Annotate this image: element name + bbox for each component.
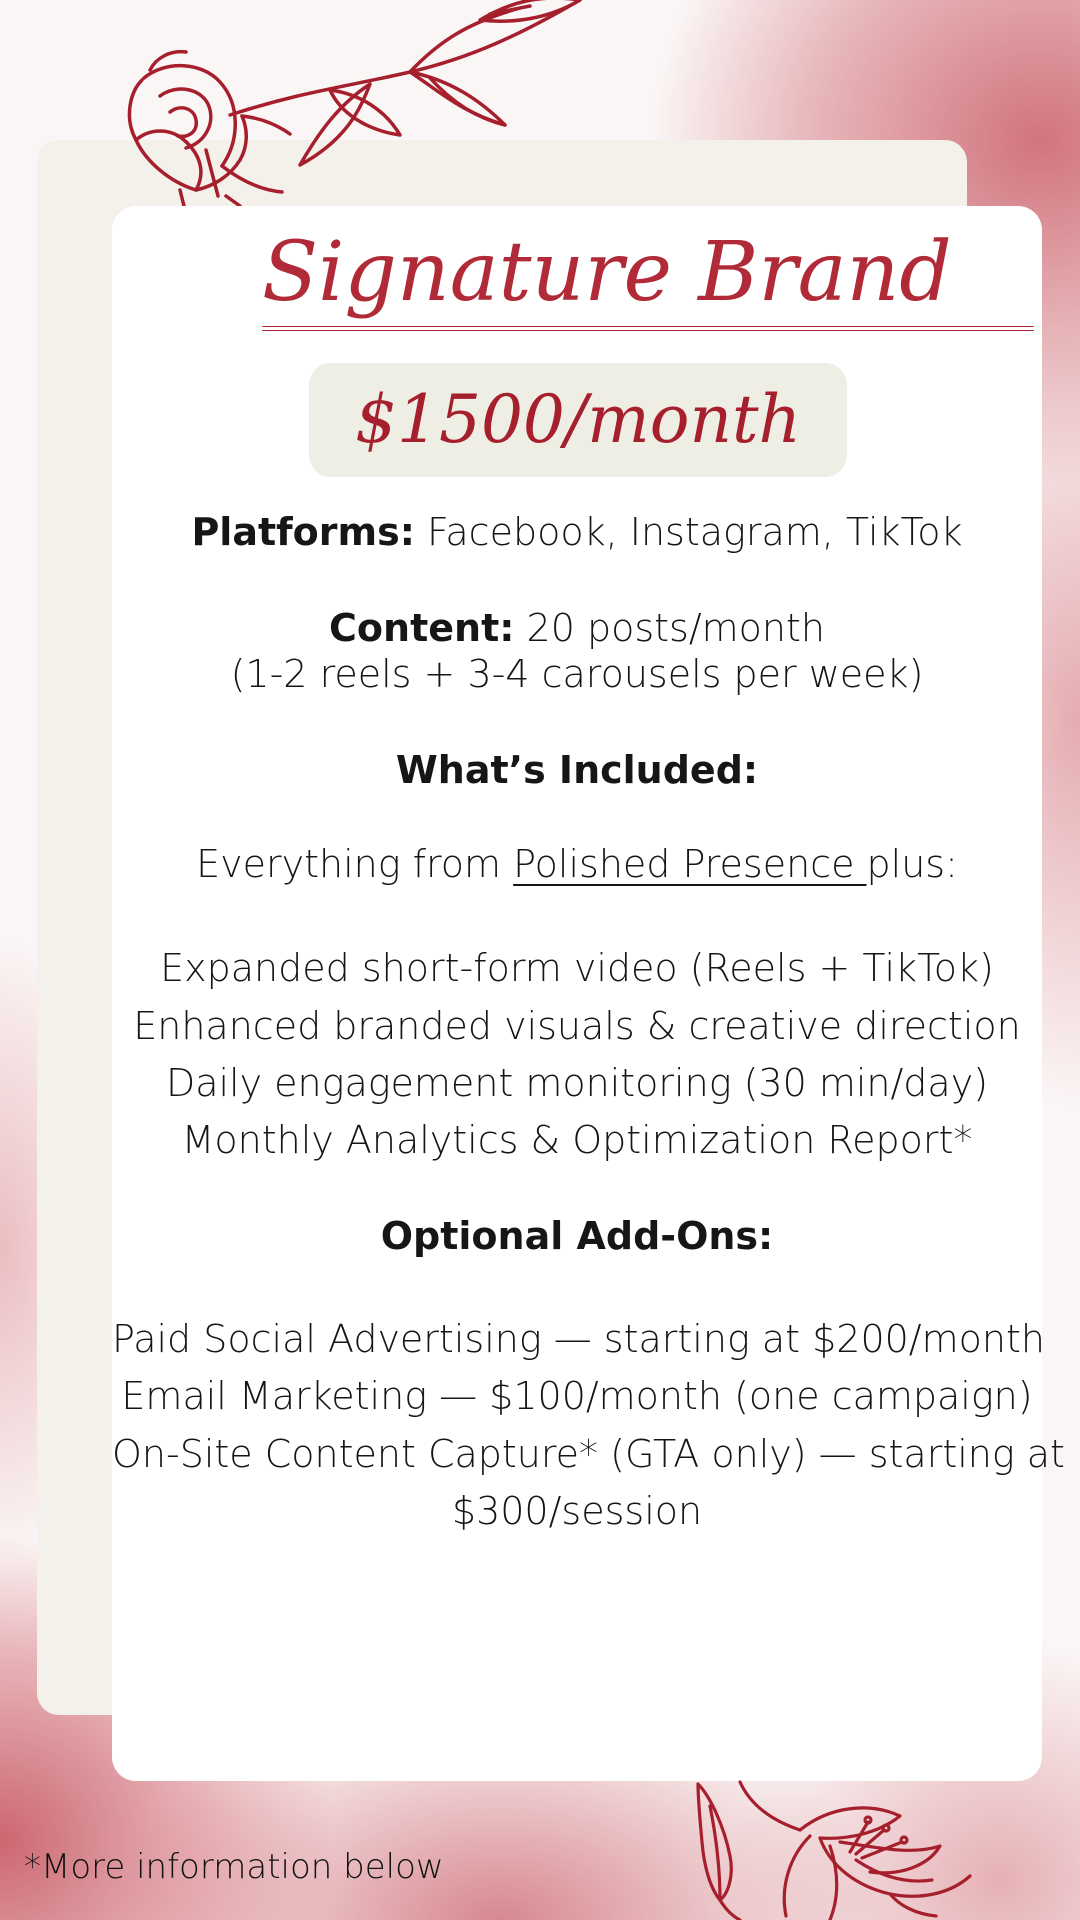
- addon-item: Paid Social Advertising — starting at $200/month: [112, 1317, 1045, 1361]
- content-line: [112, 604, 1042, 652]
- polished-presence-link[interactable]: Polished Presence: [513, 842, 867, 886]
- title-underline: [262, 326, 1034, 331]
- platforms-value: Facebook, Instagram, TikTok: [427, 510, 963, 554]
- footnote: *More information below: [24, 1847, 444, 1887]
- addon-item: $300/session: [451, 1489, 703, 1533]
- package-price: $1500/month: [354, 381, 802, 458]
- addons-heading: Optional Add-Ons:: [380, 1214, 774, 1258]
- content-label: Content:: [329, 606, 515, 650]
- addon-item: On-Site Content Capture* (GTA only) — starting at: [112, 1432, 1065, 1476]
- included-item: Monthly Analytics & Optimization Report*: [181, 1118, 973, 1162]
- addon-item: Email Marketing — $100/month (one campaign): [121, 1374, 1033, 1418]
- package-title: Signature Brand: [262, 225, 952, 320]
- lily-bottom-icon: [680, 1776, 980, 1920]
- content-detail: (1-2 reels + 3-4 carousels per week): [230, 652, 924, 696]
- included-intro: [112, 840, 1042, 888]
- content-value: 20 posts/month: [526, 606, 825, 650]
- platforms-label: Platforms:: [191, 510, 415, 554]
- included-item: Enhanced branded visuals & creative direction: [133, 1004, 1021, 1048]
- rose-top-icon: [110, 0, 630, 210]
- included-item: Daily engagement monitoring (30 min/day): [165, 1061, 989, 1105]
- included-item: Expanded short-form video (Reels + TikTok): [160, 946, 994, 990]
- included-intro-prefix: Everything from: [196, 842, 514, 886]
- included-heading: What’s Included:: [395, 748, 759, 792]
- included-intro-suffix: plus:: [866, 842, 958, 886]
- platforms-line: [112, 508, 1042, 556]
